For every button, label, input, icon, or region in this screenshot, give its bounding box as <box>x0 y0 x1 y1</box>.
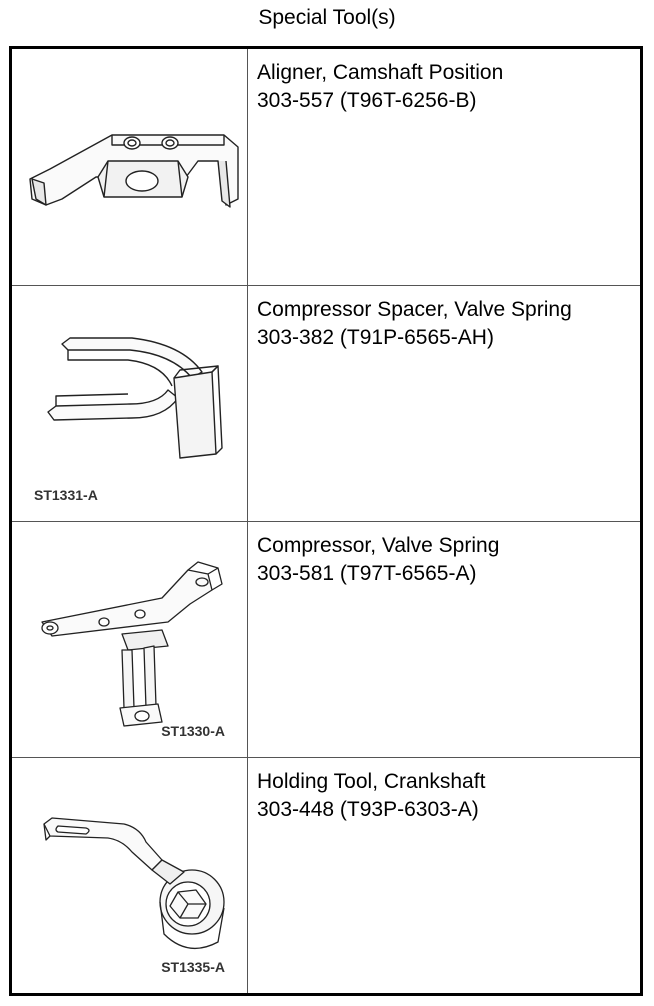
tool-description <box>257 532 640 588</box>
tool-row-crankshaft-holding-tool <box>12 757 640 993</box>
tool-name: Holding Tool, Crankshaft <box>257 770 486 793</box>
tool-description <box>257 59 640 115</box>
figure-id: ST1331-A <box>34 487 98 503</box>
tool-row-valve-spring-spacer <box>12 285 640 521</box>
tool-row-camshaft-aligner <box>12 49 640 285</box>
tool-image-cell <box>12 522 248 757</box>
tool-description <box>257 296 640 352</box>
tool-description <box>257 768 640 824</box>
tool-image-cell <box>12 286 248 521</box>
figure-id: ST1335-A <box>161 959 225 975</box>
tool-number: 303-448 (T93P-6303-A) <box>257 798 479 821</box>
tool-number: 303-557 (T96T-6256-B) <box>257 89 477 112</box>
tool-number: 303-382 (T91P-6565-AH) <box>257 326 494 349</box>
tool-name: Compressor, Valve Spring <box>257 534 500 557</box>
figure-id: ST1330-A <box>161 723 225 739</box>
page-title: Special Tool(s) <box>258 6 396 29</box>
special-tools-table <box>9 46 643 996</box>
tool-name: Aligner, Camshaft Position <box>257 61 504 84</box>
tool-number: 303-581 (T97T-6565-A) <box>257 562 477 585</box>
camshaft-aligner-illustration <box>12 49 247 285</box>
tool-image-cell <box>12 758 248 993</box>
tool-name: Compressor Spacer, Valve Spring <box>257 298 572 321</box>
tool-row-valve-spring-compressor <box>12 521 640 757</box>
tool-image-cell <box>12 49 248 285</box>
